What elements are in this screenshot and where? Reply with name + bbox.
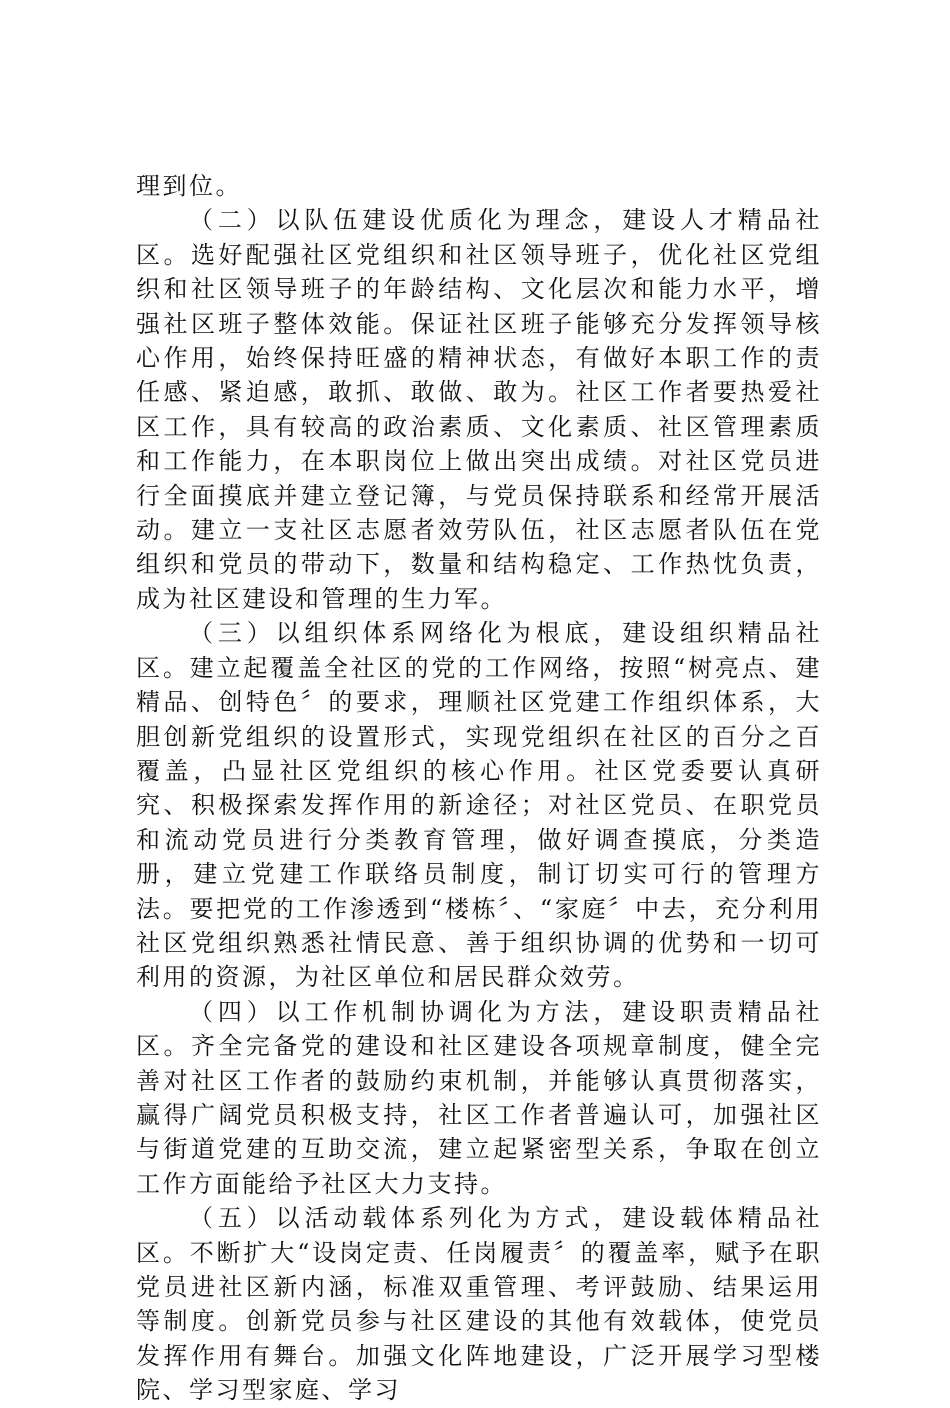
paragraph-section-4: （四）以工作机制协调化为方法，建设职责精品社区。齐全完备党的建设和社区建设各项规章制度，健全完善对社区工作者的鼓励约束机制，并能够认真贯彻落实，赢得广阔党员积极支持，社区工作者普遍认可，加强社区与街道党建的互助交流，建立起紧密型关系，争取在创立工作方面能给予社区大力支持。	[136, 997, 822, 1198]
paragraph-section-5: （五）以活动载体系列化为方式，建设载体精品社区。不断扩大“设岗定责、任岗履责〞的覆盖率，赋予在职党员进社区新内涵，标准双重管理、考评鼓励、结果运用等制度。创新党员参与社区建设的其他有效载体，使党员发挥作用有舞台。加强文化阵地建设，广泛开展学习型楼院、学习型家庭、学习	[136, 1204, 822, 1405]
paragraph-section-2: （二）以队伍建设优质化为理念，建设人才精品社区。选好配强社区党组织和社区领导班子，优化社区党组织和社区领导班子的年龄结构、文化层次和能力水平，增强社区班子整体效能。保证社区班子能够充分发挥领导核心作用，始终保持旺盛的精神状态，有做好本职工作的责任感、紧迫感，敢抓、敢做、敢为。社区工作者要热爱社区工作，具有较高的政治素质、文化素质、社区管理素质和工作能力，在本职岗位上做出突出成绩。对社区党员进行全面摸底并建立登记簿，与党员保持联系和经常开展活动。建立一支社区志愿者效劳队伍，社区志愿者队伍在党组织和党员的带动下，数量和结构稳定、工作热忱负责，成为社区建设和管理的生力军。	[136, 206, 822, 613]
paragraph-continuation: 理到位。	[136, 172, 242, 200]
document-body	[136, 169, 822, 1408]
paragraph-section-3: （三）以组织体系网络化为根底，建设组织精品社区。建立起覆盖全社区的党的工作网络，按照“树亮点、建精品、创特色〞的要求，理顺社区党建工作组织体系，大胆创新党组织的设置形式，实现党组织在社区的百分之百覆盖，凸显社区党组织的核心作用。社区党委要认真研究、积极探索发挥作用的新途径；对社区党员、在职党员和流动党员进行分类教育管理，做好调查摸底，分类造册，建立党建工作联络员制度，制订切实可行的管理方法。要把党的工作渗透到“楼栋〞、“家庭〞中去，充分利用社区党组织熟悉社情民意、善于组织协调的优势和一切可利用的资源，为社区单位和居民群众效劳。	[136, 619, 822, 992]
